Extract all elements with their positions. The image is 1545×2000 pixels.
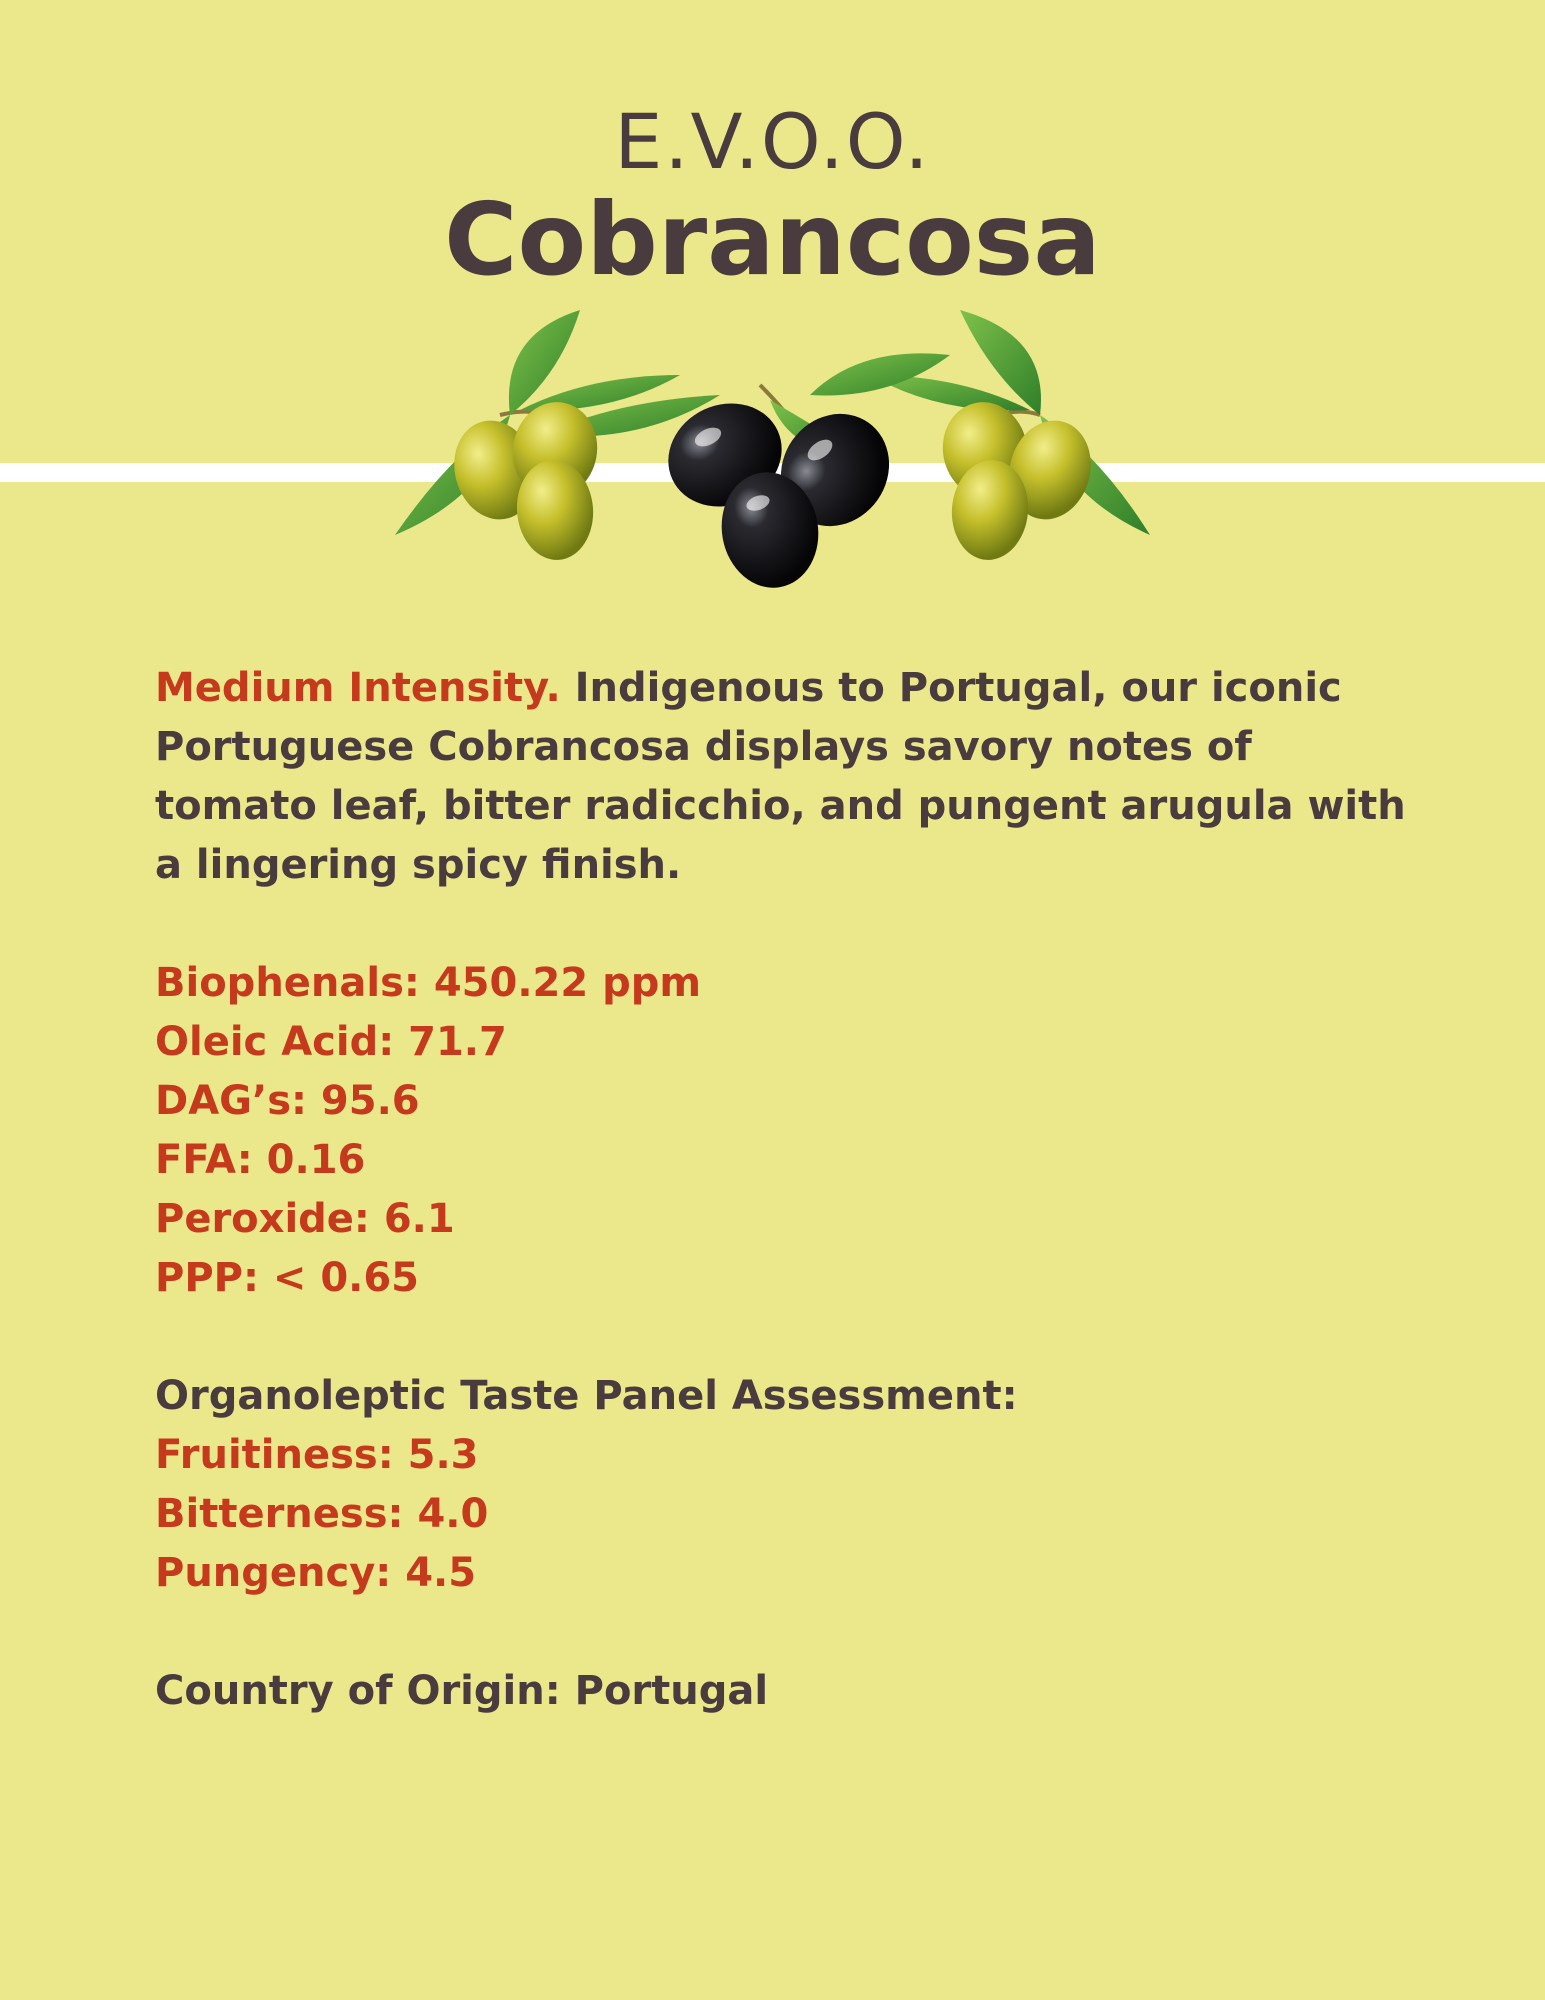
content bbox=[155, 659, 1415, 1721]
taste-panel-heading: Organoleptic Taste Panel Assessment: bbox=[155, 1373, 1018, 1419]
taste-fruitiness: Fruitiness: 5.3 bbox=[155, 1432, 479, 1478]
intensity-label: Medium Intensity. bbox=[155, 665, 561, 711]
green-olives-left bbox=[443, 395, 604, 563]
chemistry-dags: DAG’s: 95.6 bbox=[155, 1078, 420, 1124]
country-of-origin: Country of Origin: Portugal bbox=[155, 1668, 769, 1714]
taste-panel bbox=[155, 1367, 1415, 1603]
description-paragraph bbox=[155, 659, 1415, 895]
product-subtitle: E.V.O.O. bbox=[614, 97, 931, 186]
description-text: Indigenous to Portugal, our iconic Portuguese Cobrancosa displays savory notes of tomato leaf, bitter radicchio, and pungent arugula with a lingering spicy finish. bbox=[155, 665, 1406, 888]
taste-pungency: Pungency: 4.5 bbox=[155, 1550, 477, 1596]
taste-bitterness: Bitterness: 4.0 bbox=[155, 1491, 489, 1537]
chemistry-oleic-acid: Oleic Acid: 71.7 bbox=[155, 1019, 507, 1065]
chemistry-ppp: PPP: < 0.65 bbox=[155, 1255, 420, 1301]
spacer bbox=[155, 1603, 1415, 1662]
chemistry-peroxide: Peroxide: 6.1 bbox=[155, 1196, 455, 1242]
spacer bbox=[155, 1308, 1415, 1367]
chemistry-list bbox=[155, 954, 1415, 1308]
chemistry-biophenals: Biophenals: 450.22 ppm bbox=[155, 960, 702, 1006]
product-title: Cobrancosa bbox=[444, 181, 1101, 298]
spacer bbox=[155, 895, 1415, 954]
header bbox=[0, 96, 1545, 296]
green-olives-right bbox=[935, 395, 1101, 563]
chemistry-ffa: FFA: 0.16 bbox=[155, 1137, 366, 1183]
olive-branch-illustration bbox=[390, 305, 1160, 590]
